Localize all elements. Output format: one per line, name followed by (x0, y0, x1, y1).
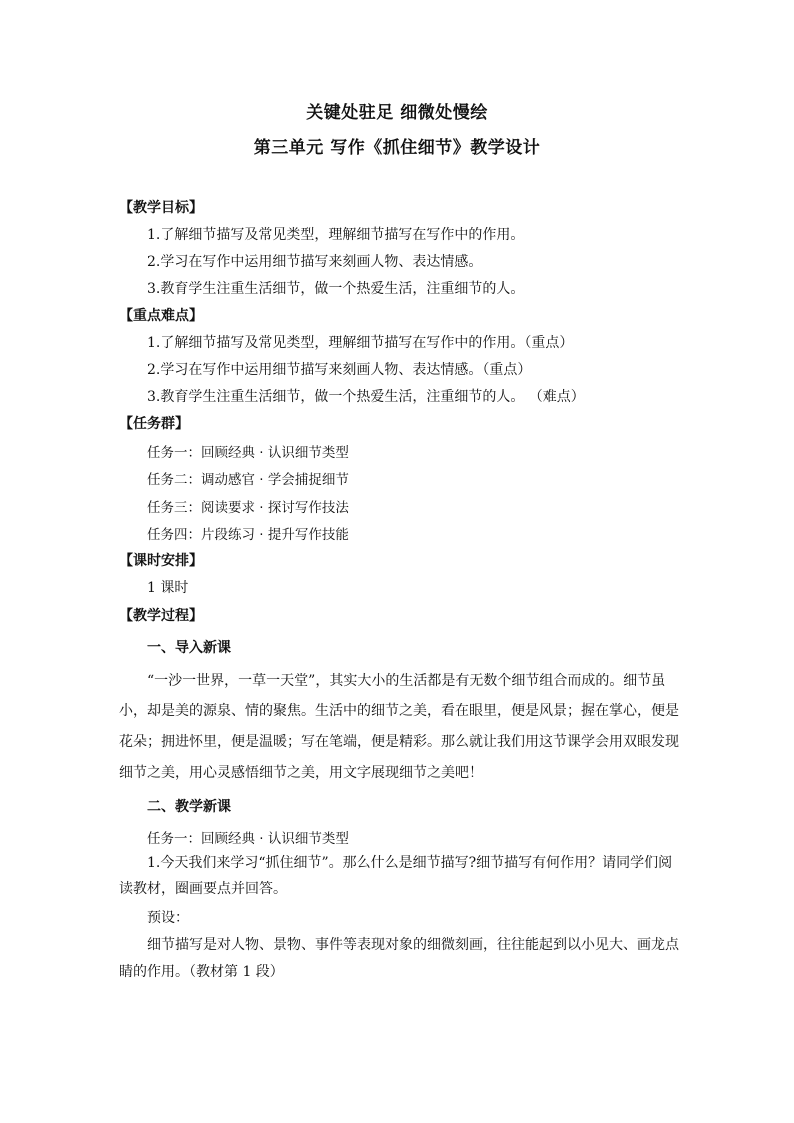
intro-paragraph-line: 细节之美，用心灵感悟细节之美，用文字展现细节之美吧！ (119, 765, 483, 781)
schedule-heading: 【课时安排】 (119, 553, 203, 569)
objective-item: 2.学习在写作中运用细节描写来刻画人物、表达情感。 (147, 254, 483, 270)
intro-paragraph-line: 小，却是美的源泉、情的聚焦。生活中的细节之美，看在眼里，便是风景；握在掌心，便是 (119, 703, 679, 719)
task-item: 任务三：阅读要求 · 探讨写作技法 (147, 500, 349, 516)
document-subtitle: 第三单元 写作《抓住细节》教学设计 (253, 138, 541, 158)
task1-label: 任务一：回顾经典 · 认识细节类型 (147, 831, 349, 847)
objective-item: 3.教育学生注重生活细节，做一个热爱生活，注重细节的人。 (147, 281, 525, 297)
objectives-heading: 【教学目标】 (119, 200, 203, 216)
key-point-item: 1.了解细节描写及常见类型，理解细节描写在写作中的作用。（重点） (147, 335, 574, 351)
part1-heading: 一、导入新课 (147, 640, 231, 656)
question-line: 1.今天我们来学习“抓住细节”。那么什么是细节描写?细节描写有何作用？请同学们阅 (147, 855, 673, 871)
schedule-value: 1 课时 (147, 580, 189, 596)
task-item: 任务二：调动感官 · 学会捕捉细节 (147, 472, 349, 488)
preset-label: 预设： (147, 910, 189, 926)
objective-item: 1.了解细节描写及常见类型，理解细节描写在写作中的作用。 (147, 227, 525, 243)
key-point-item: 2.学习在写作中运用细节描写来刻画人物、表达情感。（重点） (147, 362, 532, 378)
question-line: 读教材，圈画要点并回答。 (119, 881, 287, 897)
intro-paragraph-line: “一沙一世界，一草一天堂”，其实大小的生活都是有无数个细节组合而成的。细节虽 (147, 673, 666, 689)
preset-line: 细节描写是对人物、景物、事件等表现对象的细微刻画，往往能起到以小见大、画龙点 (147, 937, 679, 953)
tasks-heading: 【任务群】 (119, 416, 189, 432)
key-point-item: 3.教育学生注重生活细节，做一个热爱生活，注重细节的人。 （难点） (147, 389, 585, 405)
process-heading: 【教学过程】 (119, 608, 203, 624)
key-points-heading: 【重点难点】 (119, 308, 203, 324)
task-item: 任务四：片段练习 · 提升写作技能 (147, 527, 349, 543)
task-item: 任务一：回顾经典 · 认识细节类型 (147, 445, 349, 461)
document-title: 关键处驻足 细微处慢绘 (306, 103, 488, 123)
intro-paragraph-line: 花朵；拥进怀里，便是温暖；写在笔端，便是精彩。那么就让我们用这节课学会用双眼发现 (119, 734, 679, 750)
preset-line: 睛的作用。（教材第 1 段） (119, 964, 284, 980)
part2-heading: 二、教学新课 (147, 799, 231, 815)
